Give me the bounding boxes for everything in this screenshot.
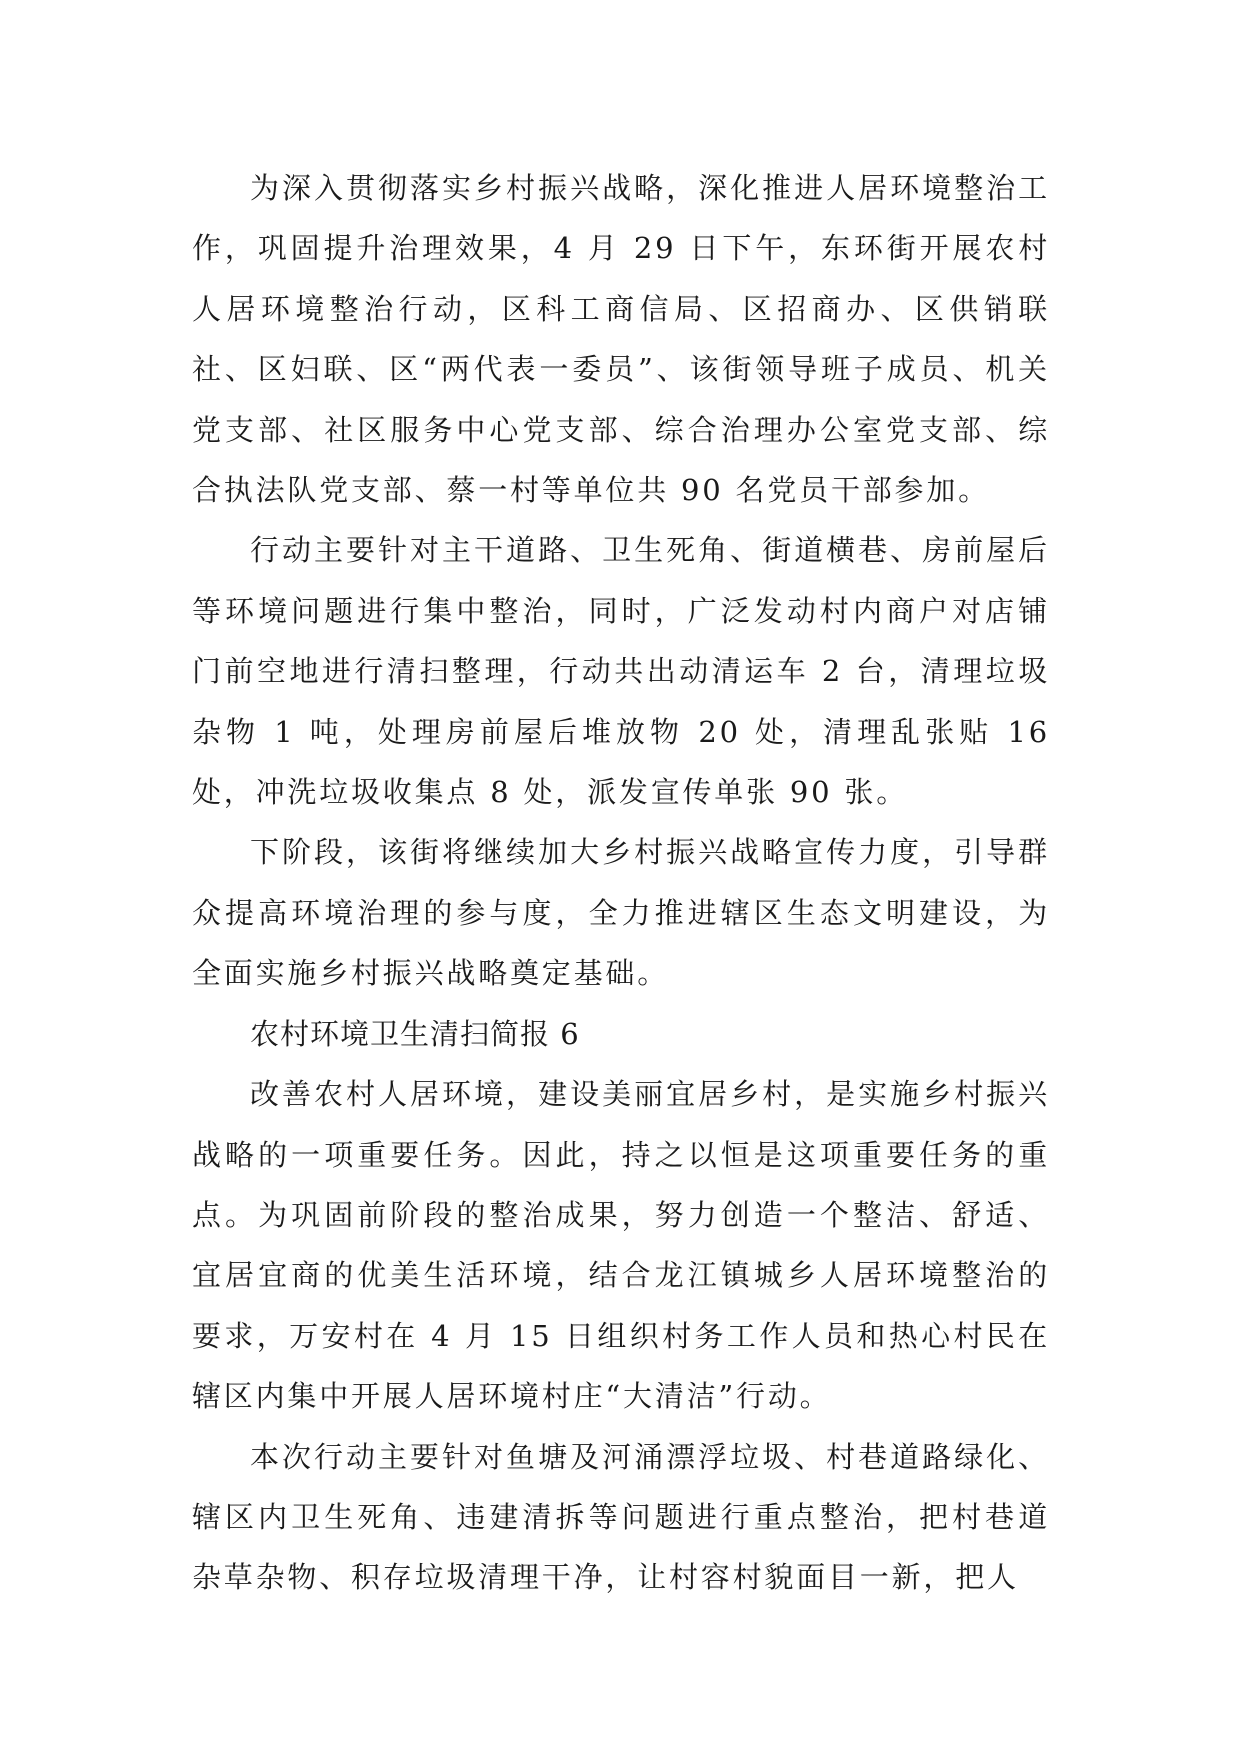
section-paragraph-1: 改善农村人居环境，建设美丽宜居乡村，是实施乡村振兴战略的一项重要任务。因此，持之以恒是这项重要任务的重点。为巩固前阶段的整治成果，努力创造一个整洁、舒适、宜居宜商的优美生活环境，结合龙江镇城乡人居环境整治的要求，万安村在 4 月 15 日组织村务工作人员和热心村民在辖区内集中开展人居环境村庄“大清洁”行动。 (192, 1077, 1050, 1414)
paragraph-1: 为深入贯彻落实乡村振兴战略，深化推进人居环境整治工作，巩固提升治理效果，4 月 29 日下午，东环街开展农村人居环境整治行动，区科工商信局、区招商办、区供销联社、区妇联、区“两代表一委员”、该街领导班子成员、机关党支部、社区服务中心党支部、综合治理办公室党支部、综合执法队党支部、蔡一村等单位共 90 名党员干部参加。 (192, 171, 1050, 508)
section-paragraph-2: 本次行动主要针对鱼塘及河涌漂浮垃圾、村巷道路绿化、辖区内卫生死角、违建清拆等问题进行重点整治，把村巷道杂草杂物、积存垃圾清理干净，让村容村貌面目一新，把人 (192, 1439, 1050, 1595)
paragraph-3: 下阶段，该街将继续加大乡村振兴战略宣传力度，引导群众提高环境治理的参与度，全力推进辖区生态文明建设，为全面实施乡村振兴战略奠定基础。 (192, 835, 1050, 991)
section-heading: 农村环境卫生清扫简报 6 (250, 1016, 580, 1051)
document-body (192, 158, 1050, 1608)
paragraph-2: 行动主要针对主干道路、卫生死角、街道横巷、房前屋后等环境问题进行集中整治，同时，广泛发动村内商户对店铺门前空地进行清扫整理，行动共出动清运车 2 台，清理垃圾杂物 1 吨，处理房前屋后堆放物 20 处，清理乱张贴 16 处，冲洗垃圾收集点 8 处，派发宣传单张 90 张。 (192, 533, 1050, 810)
